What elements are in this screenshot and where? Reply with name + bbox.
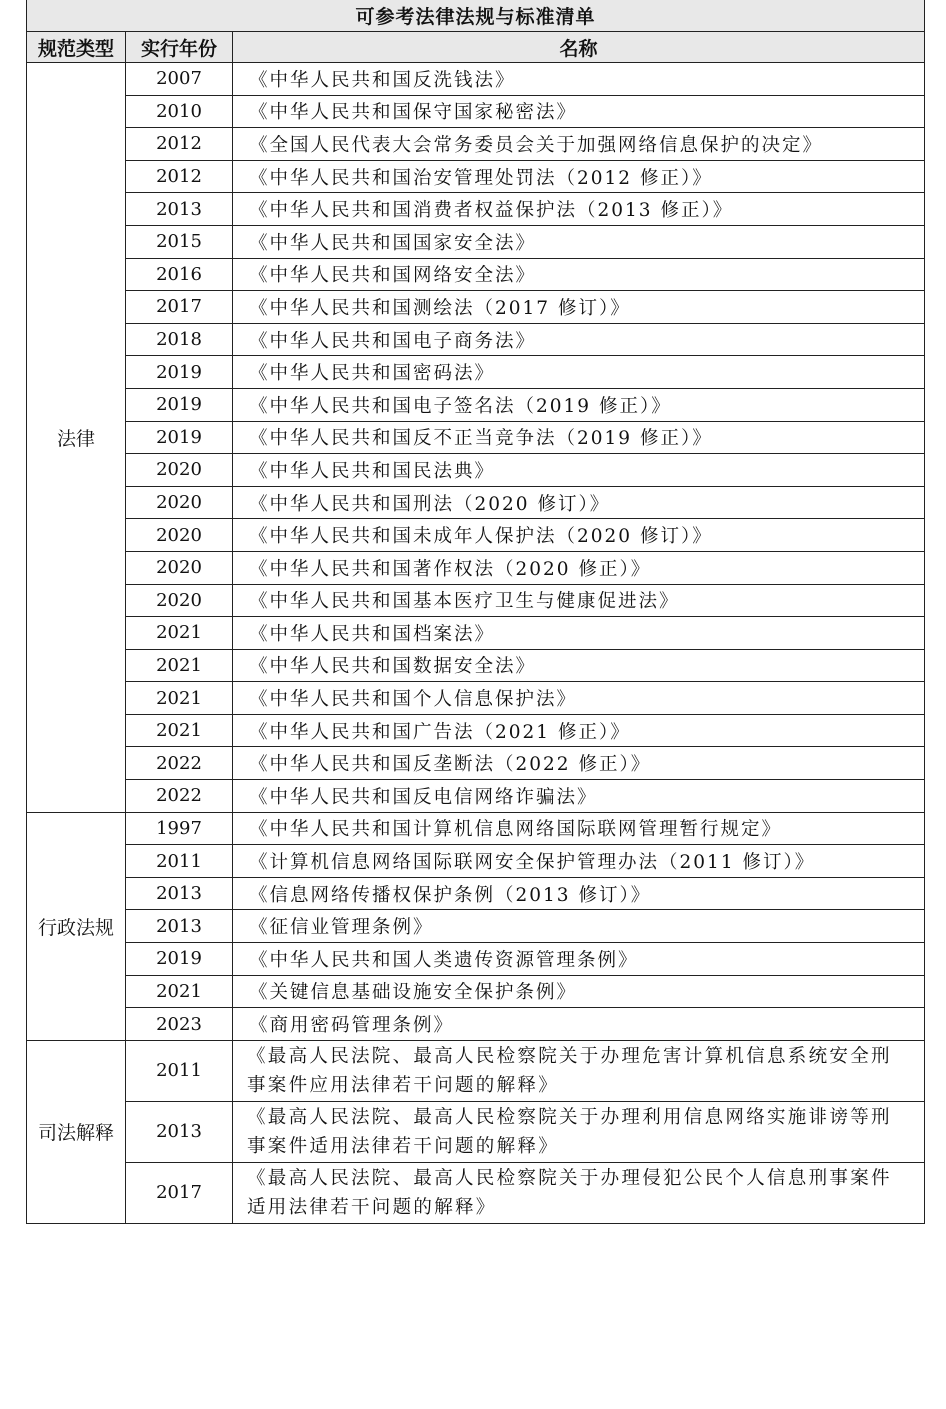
- regulation-name-cell: 《中华人民共和国人类遗传资源管理条例》: [233, 943, 925, 976]
- year-cell: 2013: [126, 193, 233, 226]
- table-row: [27, 877, 925, 910]
- year-cell: 2019: [126, 421, 233, 454]
- table-title: 可参考法律法规与标准清单: [27, 0, 925, 32]
- table-row: [27, 486, 925, 519]
- category-cell: 司法解释: [27, 1040, 126, 1223]
- table-row: [27, 649, 925, 682]
- regulation-name-cell: 《中华人民共和国保守国家秘密法》: [233, 95, 925, 128]
- year-cell: 2023: [126, 1008, 233, 1041]
- year-cell: 2021: [126, 975, 233, 1008]
- regulation-name-cell: 《中华人民共和国反不正当竞争法（2019 修正）》: [233, 421, 925, 454]
- category-cell: 法律: [27, 63, 126, 813]
- table-row: [27, 291, 925, 324]
- table-title-row: [27, 0, 925, 32]
- regulation-name-cell: 《中华人民共和国测绘法（2017 修订）》: [233, 291, 925, 324]
- table-row: [27, 682, 925, 715]
- table-row: [27, 1040, 925, 1101]
- regulation-name-cell: 《中华人民共和国刑法（2020 修订）》: [233, 486, 925, 519]
- regulation-name-cell: 《全国人民代表大会常务委员会关于加强网络信息保护的决定》: [233, 128, 925, 161]
- header-year: 实行年份: [126, 32, 233, 63]
- table-row: [27, 128, 925, 161]
- table-row: [27, 910, 925, 943]
- table-row: [27, 421, 925, 454]
- year-cell: 2020: [126, 519, 233, 552]
- year-cell: 2017: [126, 291, 233, 324]
- table-row: [27, 1162, 925, 1223]
- regulation-name-cell: 《关键信息基础设施安全保护条例》: [233, 975, 925, 1008]
- table-row: [27, 519, 925, 552]
- regulation-name-cell: 《中华人民共和国著作权法（2020 修正）》: [233, 551, 925, 584]
- year-cell: 2019: [126, 356, 233, 389]
- table-row: [27, 225, 925, 258]
- table-body: [27, 63, 925, 1224]
- year-cell: 2020: [126, 454, 233, 487]
- year-cell: 2011: [126, 1040, 233, 1101]
- category-cell: 行政法规: [27, 812, 126, 1040]
- table-row: [27, 388, 925, 421]
- table-row: [27, 1101, 925, 1162]
- regulation-name-cell: 《中华人民共和国计算机信息网络国际联网管理暂行规定》: [233, 812, 925, 845]
- table-row: [27, 845, 925, 878]
- year-cell: 2021: [126, 617, 233, 650]
- table-row: [27, 258, 925, 291]
- header-type: 规范类型: [27, 32, 126, 63]
- table-row: [27, 943, 925, 976]
- regulation-name-cell: 《中华人民共和国治安管理处罚法（2012 修正）》: [233, 160, 925, 193]
- header-name: 名称: [233, 32, 925, 63]
- year-cell: 2021: [126, 649, 233, 682]
- year-cell: 2012: [126, 160, 233, 193]
- table-row: [27, 160, 925, 193]
- regulation-name-cell: 《中华人民共和国密码法》: [233, 356, 925, 389]
- table-row: [27, 193, 925, 226]
- regulation-name-cell: 《征信业管理条例》: [233, 910, 925, 943]
- regulation-name-cell: 《中华人民共和国反洗钱法》: [233, 63, 925, 96]
- regulations-document: [26, 0, 924, 1224]
- table-row: [27, 812, 925, 845]
- regulation-name-cell: 《中华人民共和国反电信网络诈骗法》: [233, 780, 925, 813]
- year-cell: 2012: [126, 128, 233, 161]
- year-cell: 2007: [126, 63, 233, 96]
- regulation-name-cell: 《商用密码管理条例》: [233, 1008, 925, 1041]
- regulation-name-cell: 《中华人民共和国电子商务法》: [233, 323, 925, 356]
- table-row: [27, 584, 925, 617]
- year-cell: 2019: [126, 388, 233, 421]
- regulation-name-cell: 《计算机信息网络国际联网安全保护管理办法（2011 修订）》: [233, 845, 925, 878]
- table-row: [27, 95, 925, 128]
- regulation-name-cell: 《中华人民共和国网络安全法》: [233, 258, 925, 291]
- regulation-name-cell: 《中华人民共和国未成年人保护法（2020 修订）》: [233, 519, 925, 552]
- year-cell: 2019: [126, 943, 233, 976]
- regulation-name-cell: 《中华人民共和国消费者权益保护法（2013 修正）》: [233, 193, 925, 226]
- regulation-name-cell: 《中华人民共和国电子签名法（2019 修正）》: [233, 388, 925, 421]
- year-cell: 1997: [126, 812, 233, 845]
- regulation-name-cell: 《中华人民共和国档案法》: [233, 617, 925, 650]
- year-cell: 2021: [126, 714, 233, 747]
- table-row: [27, 356, 925, 389]
- regulation-name-cell: 《中华人民共和国民法典》: [233, 454, 925, 487]
- regulation-name-cell: 《最高人民法院、最高人民检察院关于办理利用信息网络实施诽谤等刑事案件适用法律若干问题的解释》: [233, 1101, 925, 1162]
- year-cell: 2013: [126, 1101, 233, 1162]
- regulation-name-cell: 《信息网络传播权保护条例（2013 修订）》: [233, 877, 925, 910]
- regulations-table: [26, 0, 925, 1224]
- year-cell: 2022: [126, 747, 233, 780]
- table-row: [27, 551, 925, 584]
- table-row: [27, 1008, 925, 1041]
- table-row: [27, 747, 925, 780]
- year-cell: 2018: [126, 323, 233, 356]
- table-row: [27, 975, 925, 1008]
- table-row: [27, 454, 925, 487]
- year-cell: 2020: [126, 486, 233, 519]
- regulation-name-cell: 《中华人民共和国个人信息保护法》: [233, 682, 925, 715]
- year-cell: 2020: [126, 551, 233, 584]
- table-row: [27, 714, 925, 747]
- regulation-name-cell: 《中华人民共和国基本医疗卫生与健康促进法》: [233, 584, 925, 617]
- table-header-row: [27, 32, 925, 63]
- year-cell: 2013: [126, 877, 233, 910]
- year-cell: 2017: [126, 1162, 233, 1223]
- year-cell: 2020: [126, 584, 233, 617]
- regulation-name-cell: 《中华人民共和国广告法（2021 修正）》: [233, 714, 925, 747]
- regulation-name-cell: 《最高人民法院、最高人民检察院关于办理侵犯公民个人信息刑事案件适用法律若干问题的解释》: [233, 1162, 925, 1223]
- year-cell: 2011: [126, 845, 233, 878]
- table-row: [27, 617, 925, 650]
- year-cell: 2010: [126, 95, 233, 128]
- year-cell: 2013: [126, 910, 233, 943]
- table-row: [27, 323, 925, 356]
- regulation-name-cell: 《最高人民法院、最高人民检察院关于办理危害计算机信息系统安全刑事案件应用法律若干问题的解释》: [233, 1040, 925, 1101]
- year-cell: 2021: [126, 682, 233, 715]
- regulation-name-cell: 《中华人民共和国国家安全法》: [233, 225, 925, 258]
- year-cell: 2015: [126, 225, 233, 258]
- regulation-name-cell: 《中华人民共和国数据安全法》: [233, 649, 925, 682]
- year-cell: 2016: [126, 258, 233, 291]
- table-row: [27, 780, 925, 813]
- table-row: [27, 63, 925, 96]
- year-cell: 2022: [126, 780, 233, 813]
- regulation-name-cell: 《中华人民共和国反垄断法（2022 修正）》: [233, 747, 925, 780]
